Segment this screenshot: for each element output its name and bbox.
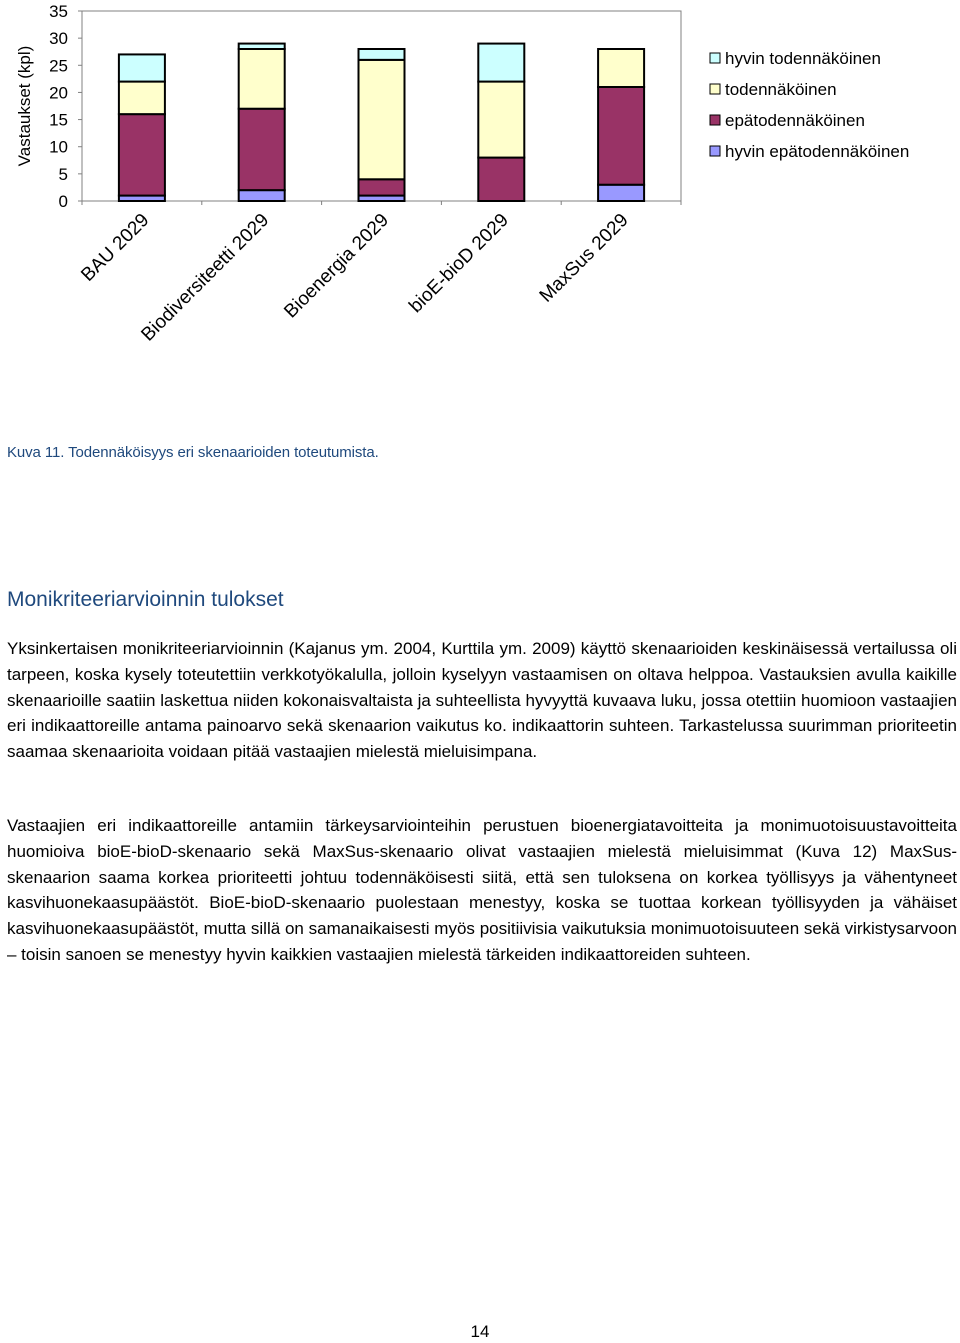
stacked-bar-chart: [0, 0, 960, 420]
bar-segment: [359, 179, 405, 195]
y-tick-labels: [49, 2, 68, 211]
bar-segment: [239, 44, 285, 49]
y-tick-label: 10: [49, 137, 68, 157]
x-tick-label: Biodiversiteetti 2029: [137, 209, 274, 346]
bar-segment: [239, 49, 285, 109]
section-heading: Monikriteeriarvioinnin tulokset: [7, 588, 284, 611]
y-tick-label: 5: [58, 164, 68, 184]
page-number: 14: [470, 1322, 490, 1341]
bar-segment: [598, 87, 644, 185]
legend-label: hyvin epätodennäköinen: [725, 142, 910, 161]
x-tick-label: Bioenergia 2029: [280, 209, 394, 323]
legend-swatch: [710, 53, 720, 63]
chart-bars: [119, 44, 644, 201]
y-tick-label: 20: [49, 83, 68, 103]
bar-segment: [239, 109, 285, 190]
y-tick-label: 15: [49, 110, 68, 130]
legend-label: todennäköinen: [725, 80, 837, 99]
bar-segment: [478, 82, 524, 158]
x-tick-label: bioE-bioD 2029: [405, 209, 513, 318]
bar-segment: [359, 49, 405, 60]
legend-swatch: [710, 84, 720, 94]
bar-segment: [478, 44, 524, 82]
bar-segment: [119, 114, 165, 195]
bar-segment: [239, 190, 285, 201]
figure-caption: Kuva 11. Todennäköisyys eri skenaarioiden toteutumista.: [7, 444, 379, 461]
body-paragraph: Yksinkertaisen monikriteeriarvioinnin (Kajanus ym. 2004, Kurttila ym. 2009) käyttö skenaarioiden keskinäisessä vertailussa oli tarpeen, koska kysely toteutettiin verkkotyökalulla, jolloin kyselyyn vastaamisen on oltava helppoa. Vastauksien avulla kaikille skenaarioille saatiin laskettua niiden kokonaisvaltaista ja suhteellista hyvyyttä kuvaava luku, jossa otettiin huomioon vastaajien eri indikaattoreille antama painoarvo sekä skenaarion vaikutus ko. indikaattorin suhteen. Tarkastelussa suurimman prioriteetin saamaa skenaarioita voidaan pitää vastaajien mielestä mieluisimpana.: [7, 639, 957, 762]
y-tick-label: 35: [49, 2, 68, 21]
bar-segment: [119, 54, 165, 81]
bar-segment: [478, 158, 524, 201]
legend-label: epätodennäköinen: [725, 111, 865, 130]
bar-segment: [598, 185, 644, 201]
y-tick-label: 0: [58, 192, 68, 211]
y-tick-label: 25: [49, 56, 68, 76]
y-axis-label: Vastaukset (kpl): [15, 45, 34, 167]
legend-label: hyvin todennäköinen: [725, 49, 881, 68]
bar-segment: [598, 49, 644, 87]
x-tick-label: MaxSus 2029: [535, 209, 633, 307]
x-tick-labels: [77, 210, 632, 346]
chart-legend: [710, 49, 909, 161]
x-tick-label: BAU 2029: [77, 209, 154, 286]
bar-segment: [359, 60, 405, 179]
body-paragraph: Vastaajien eri indikaattoreille antamiin tärkeysarviointeihin perustuen bioenergiatavoitteita ja monimuotoisuustavoitteita huomioiva bioE-bioD-skenaario sekä MaxSus-skenaario olivat vastaajien mielestä mieluisimmat (Kuva 12) MaxSus-skenaarion saama korkea prioriteetti johtuu todennäköisesti siitä, että sen tuloksena on korkea työllisyys ja vähentyneet kasvihuonekaasupäästöt. BioE-bioD-skenaario puolestaan menestyy, koska se tuottaa korkean työllisyyden ja vähäiset kasvihuonekaasupäästöt, mutta sillä on samanaikaisesti myös positiivisia vaikutuksia monimuotoisuuteen sekä virkistysarvoon – toisin sanoen se menestyy hyvin kaikkien vastaajien mielestä tärkeiden indikaattoreiden suhteen.: [7, 816, 957, 964]
y-tick-label: 30: [49, 29, 68, 49]
bar-segment: [119, 82, 165, 115]
legend-swatch: [710, 146, 720, 156]
legend-swatch: [710, 115, 720, 125]
